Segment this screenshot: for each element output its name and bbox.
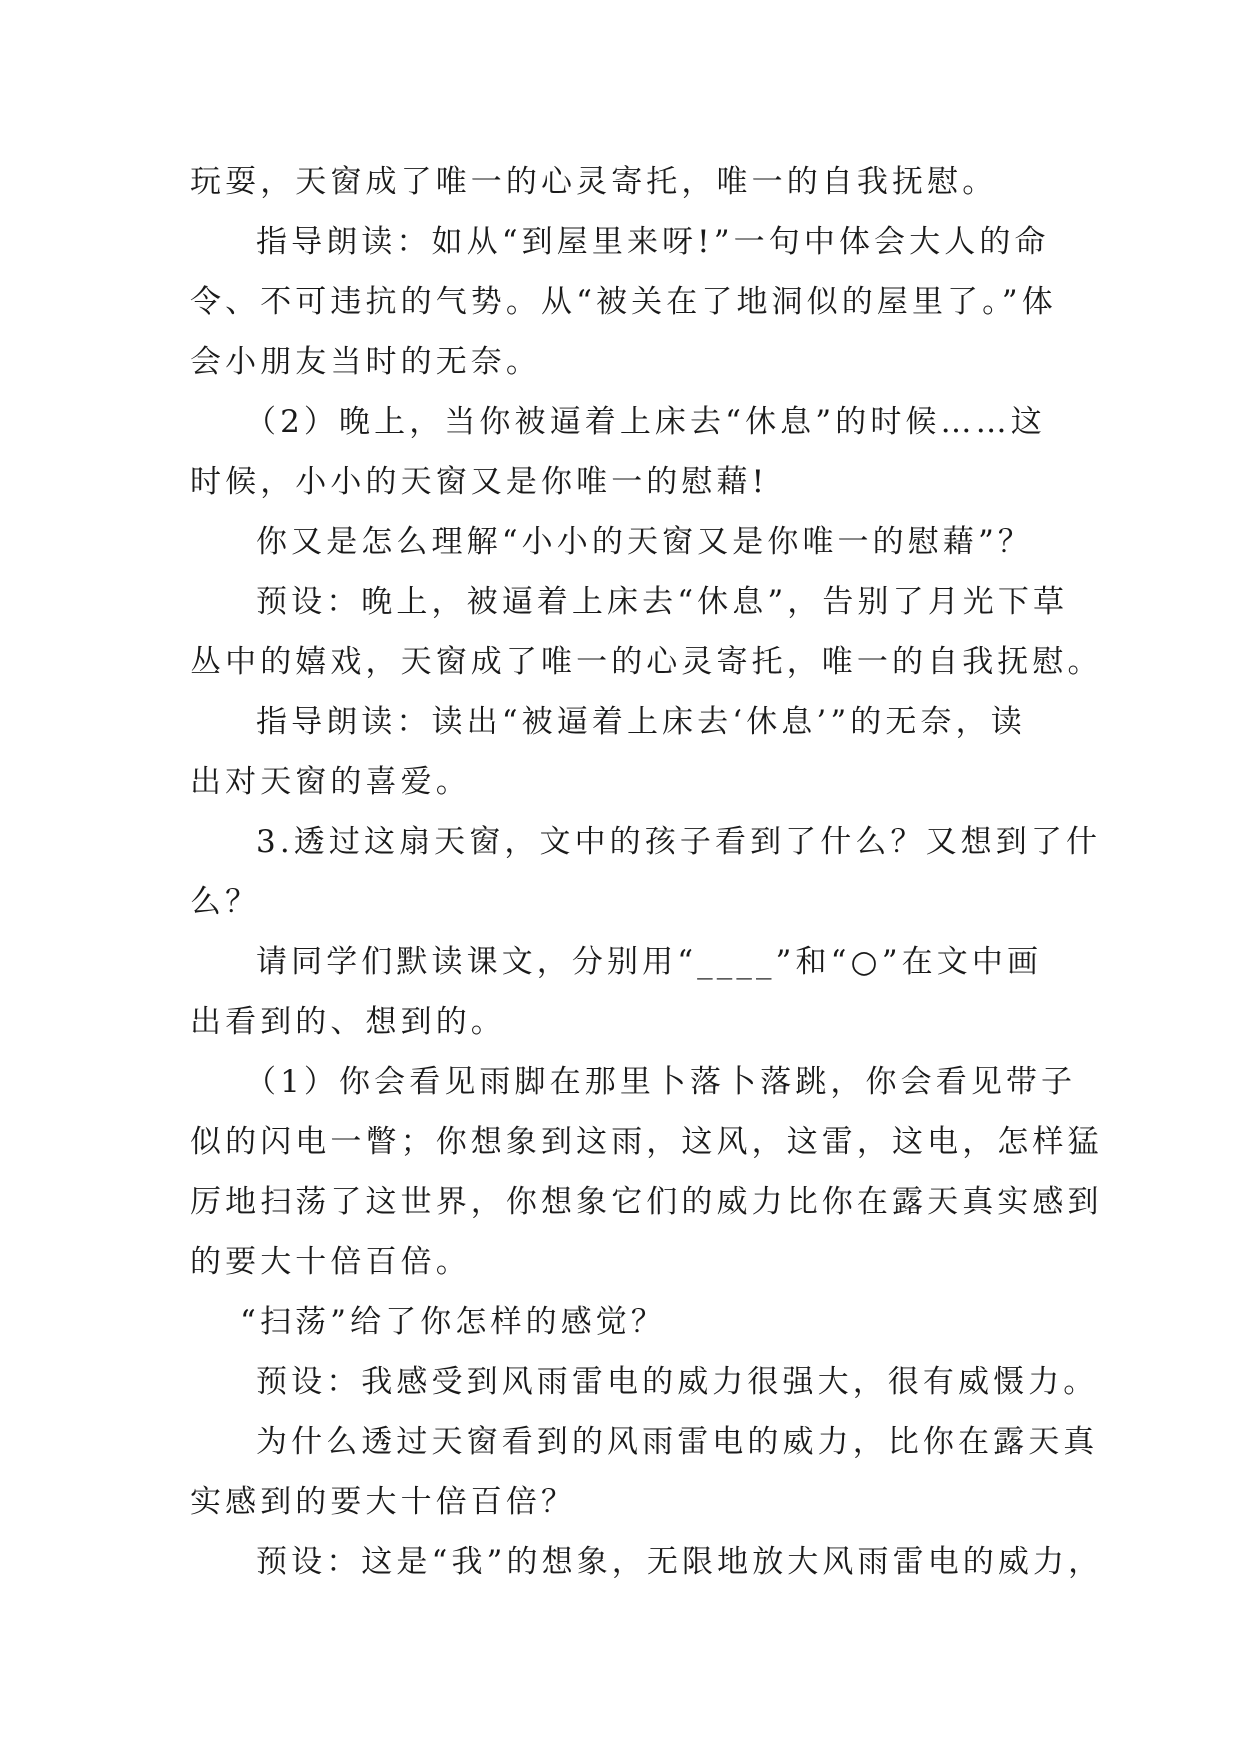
text-line: 预设：这是“我”的想象，无限地放大风雨雷电的威力， xyxy=(256,1544,1104,1580)
text-line: 厉地扫荡了这世界，你想象它们的威力比你在露天真实感到 xyxy=(190,1184,1103,1220)
text-line: 令、不可违抗的气势。从“被关在了地洞似的屋里了。”体 xyxy=(190,284,1057,320)
text-line: 似的闪电一瞥；你想象到这雨，这风，这雷，这电，怎样猛 xyxy=(190,1124,1103,1160)
text-line: 时候，小小的天窗又是你唯一的慰藉! xyxy=(190,464,769,500)
text-line: （1）你会看见雨脚在那里卜落卜落跳，你会看见带子 xyxy=(245,1064,1077,1100)
text-line: 3.透过这扇天窗，文中的孩子看到了什么？又想到了什 xyxy=(256,824,1102,860)
text-line: （2）晚上，当你被逼着上床去“休息”的时候……这 xyxy=(245,404,1046,440)
text-line: 么？ xyxy=(190,884,261,920)
text-line: 预设：我感受到风雨雷电的威力很强大，很有威慑力。 xyxy=(256,1364,1099,1400)
text-line: 玩耍，天窗成了唯一的心灵寄托，唯一的自我抚慰。 xyxy=(190,164,998,200)
text-line: 请同学们默读课文，分别用“____”和“○”在文中画 xyxy=(256,944,1043,980)
text-line: 预设：晚上，被逼着上床去“休息”，告别了月光下草 xyxy=(256,584,1069,620)
text-line: 实感到的要大十倍百倍？ xyxy=(190,1484,577,1520)
document-page xyxy=(190,152,1104,1592)
text-line: 的要大十倍百倍。 xyxy=(190,1244,471,1280)
text-line: 出看到的、想到的。 xyxy=(190,1004,506,1040)
text-line: 会小朋友当时的无奈。 xyxy=(190,344,541,380)
text-line: 你又是怎么理解“小小的天窗又是你唯一的慰藉”？ xyxy=(256,524,1033,560)
text-line: 指导朗读：读出“被逼着上床去‘休息’”的无奈，读 xyxy=(256,704,1026,740)
text-line: “扫荡”给了你怎样的感觉？ xyxy=(240,1304,666,1340)
text-line: 指导朗读：如从“到屋里来呀!”一句中体会大人的命 xyxy=(256,224,1050,260)
text-line: 丛中的嬉戏，天窗成了唯一的心灵寄托，唯一的自我抚慰。 xyxy=(190,644,1103,680)
text-line: 出对天窗的喜爱。 xyxy=(190,764,471,800)
text-line: 为什么透过天窗看到的风雨雷电的威力，比你在露天真 xyxy=(256,1424,1099,1460)
